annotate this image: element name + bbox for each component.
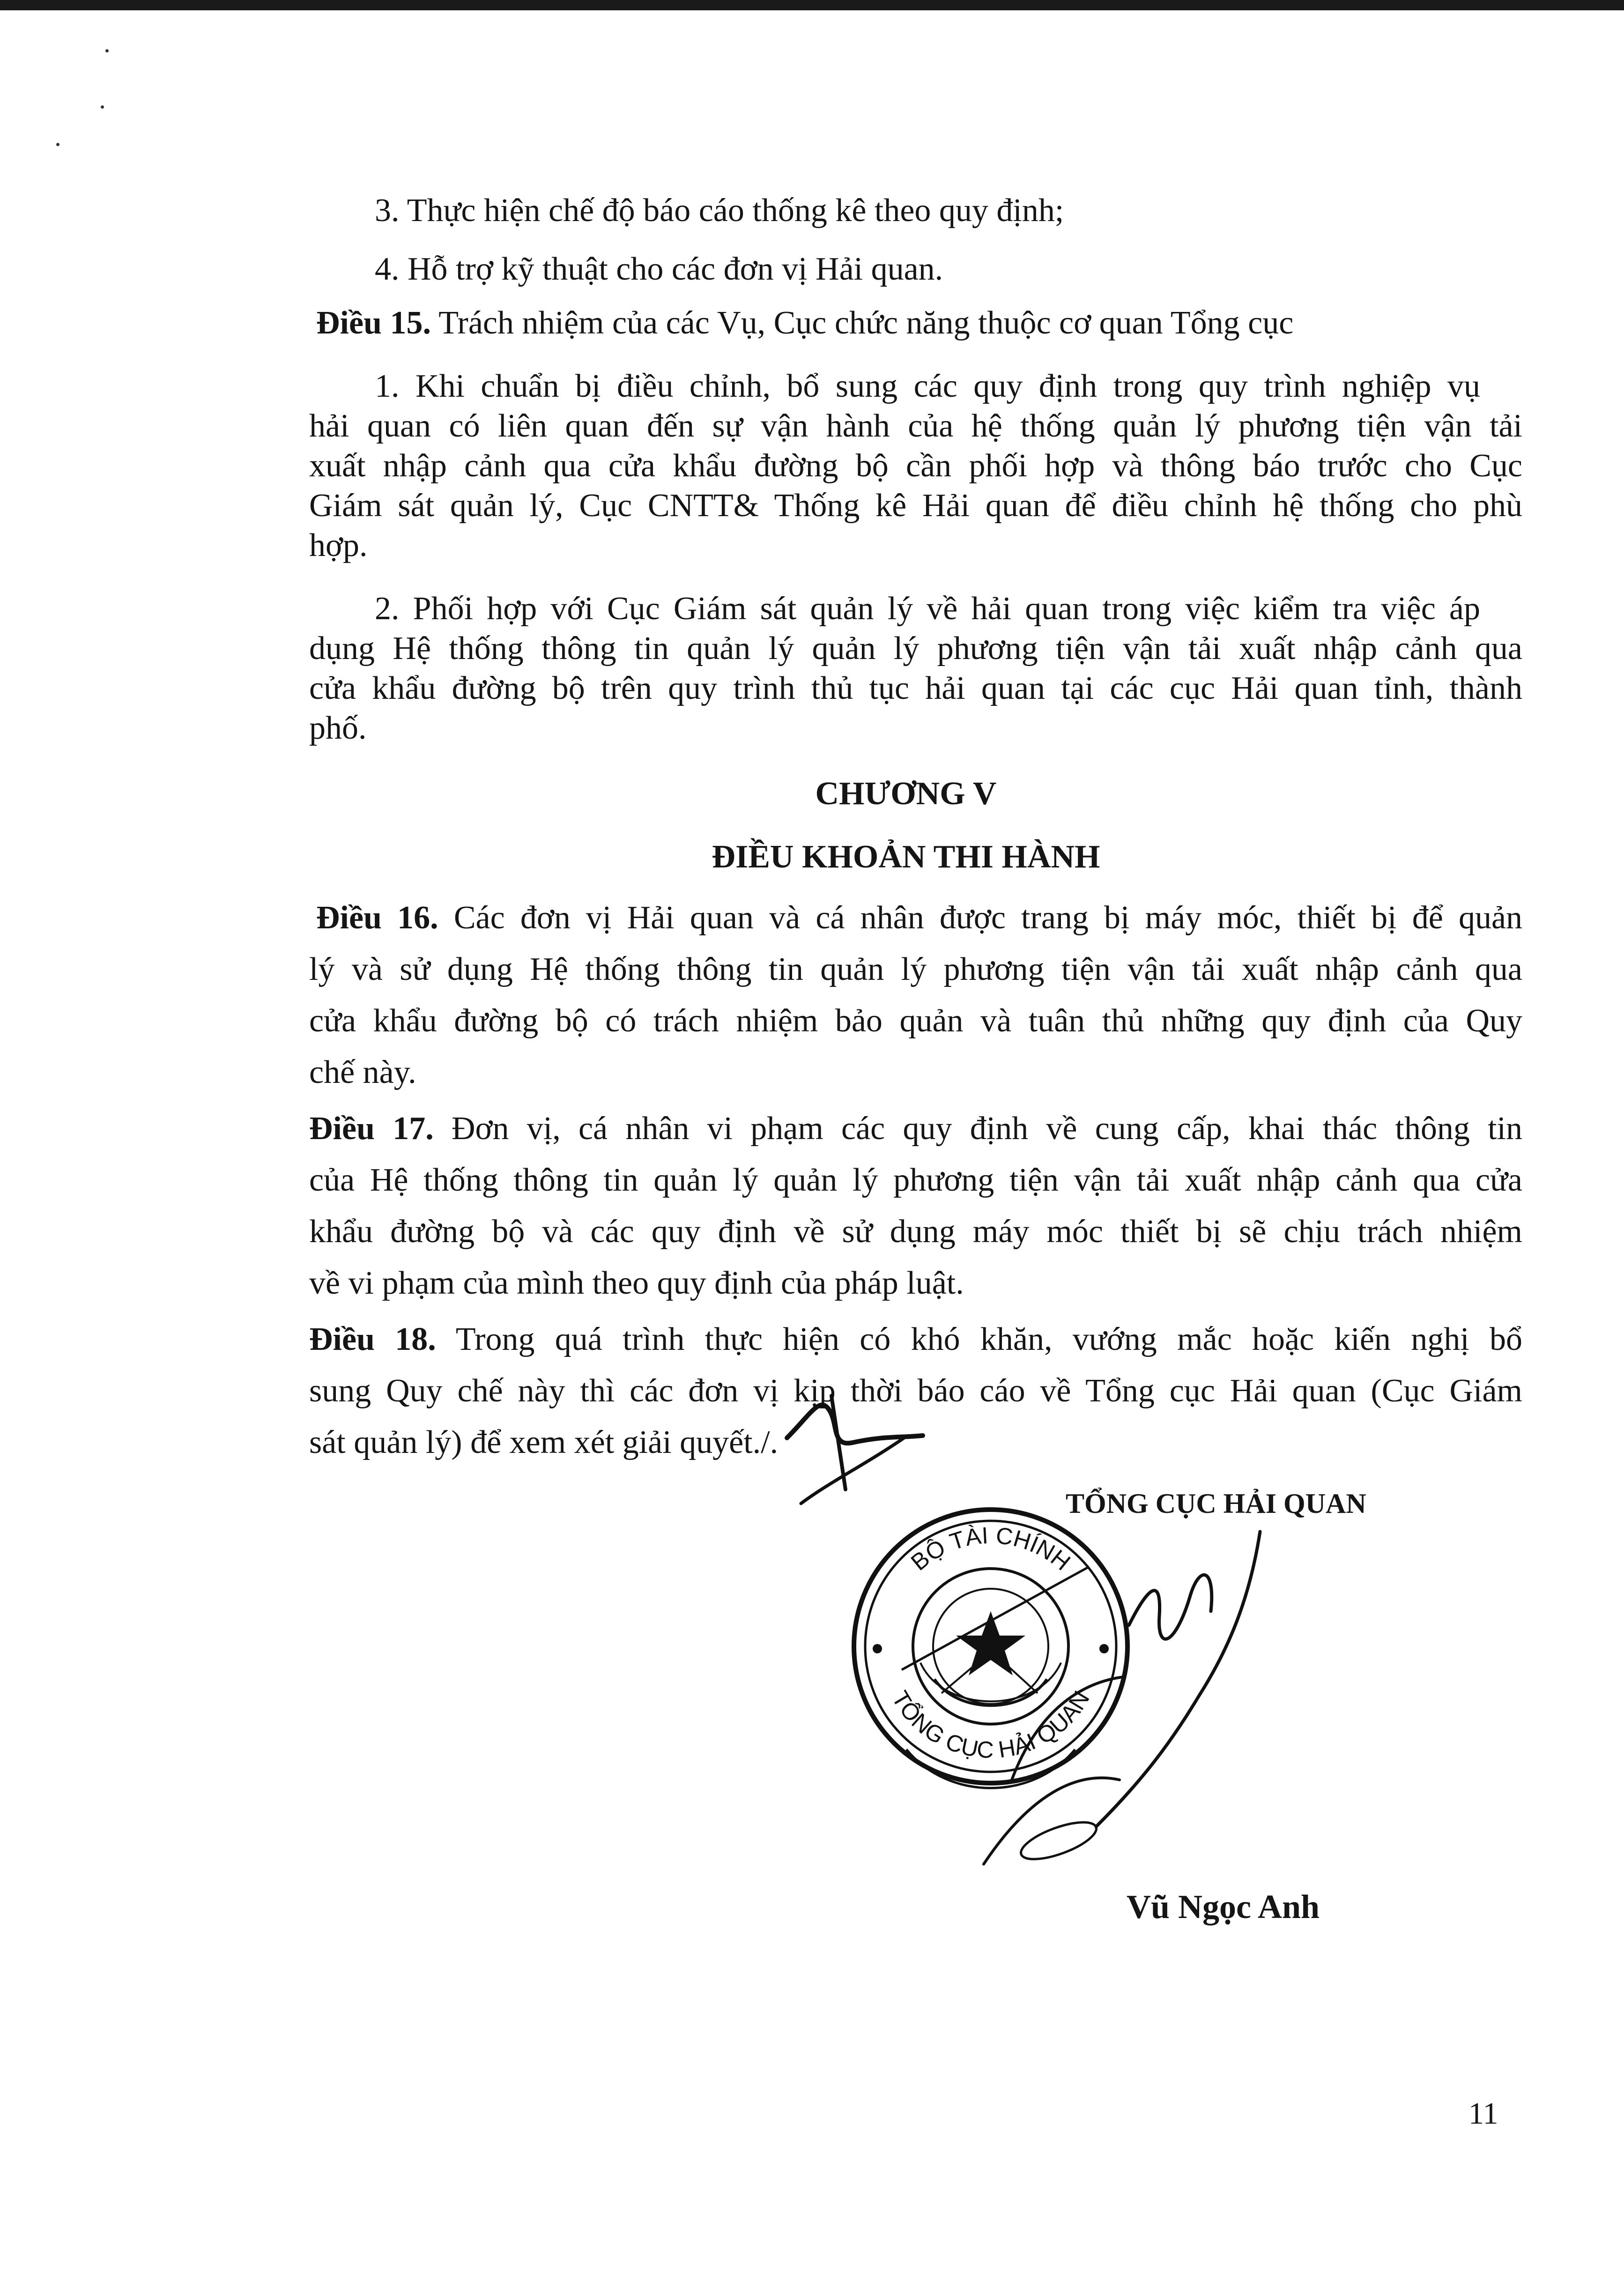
article-17	[309, 1112, 1522, 1145]
paragraph-line: về vi phạm của mình theo quy định của pháp luật.	[309, 1265, 964, 1301]
article-18-text: Trong quá trình thực hiện có khó khăn, vướng mắc hoặc kiến nghị bổ	[455, 1321, 1522, 1357]
paragraph-line: phố.	[309, 710, 367, 746]
paragraph-line: cửa khẩu đường bộ trên quy trình thủ tục hải quan tại các cục Hải quan tỉnh, thành	[309, 670, 1522, 706]
seal-top-text: BỘ TÀI CHÍNH	[906, 1522, 1075, 1576]
paragraph-line: sung Quy chế này thì các đơn vị kịp thời báo cáo về Tổng cục Hải quan (Cục Giám	[309, 1373, 1522, 1409]
paragraph-line: Giám sát quản lý, Cục CNTT& Thống kê Hải quan để điều chỉnh hệ thống cho phù	[309, 488, 1522, 524]
issuing-authority: TỔNG CỤC HẢI QUAN	[1066, 1488, 1366, 1519]
page-number: 11	[1468, 2096, 1498, 2131]
item-4: 4. Hỗ trợ kỹ thuật cho các đơn vị Hải quan.	[375, 251, 943, 287]
paragraph-line: cửa khẩu đường bộ có trách nhiệm bảo quản và tuân thủ những quy định của Quy	[309, 1003, 1522, 1039]
article-17-text: Đơn vị, cá nhân vi phạm các quy định về cung cấp, khai thác thông tin	[451, 1111, 1523, 1147]
paragraph-line: 1. Khi chuẩn bị điều chỉnh, bổ sung các quy định trong quy trình nghiệp vụ	[375, 368, 1480, 404]
article-18-label: Điều 18.	[309, 1321, 436, 1357]
article-16-text: Các đơn vị Hải quan và cá nhân được trang bị máy móc, thiết bị để quản	[453, 900, 1523, 936]
article-15-label: Điều 15.	[316, 305, 431, 341]
article-17-label: Điều 17.	[309, 1111, 434, 1147]
top-scan-border	[0, 0, 1624, 10]
chapter-heading: CHƯƠNG V	[815, 776, 997, 812]
chapter-title: ĐIỀU KHOẢN THI HÀNH	[712, 839, 1100, 875]
article-15-title: Trách nhiệm của các Vụ, Cục chức năng thuộc cơ quan Tổng cục	[438, 305, 1294, 341]
item-3: 3. Thực hiện chế độ báo cáo thống kê theo quy định;	[375, 193, 1064, 229]
paragraph-line: chế này.	[309, 1054, 416, 1090]
article-18	[309, 1323, 1522, 1356]
paragraph-line: dụng Hệ thống thông tin quản lý quản lý phương tiện vận tải xuất nhập cảnh qua	[309, 630, 1522, 667]
paragraph-line: 2. Phối hợp với Cục Giám sát quản lý về hải quan trong việc kiểm tra việc áp	[375, 591, 1480, 627]
paragraph-line: xuất nhập cảnh qua cửa khẩu đường bộ cần phối hợp và thông báo trước cho Cục	[309, 448, 1522, 484]
scan-speck	[56, 143, 59, 146]
scan-speck	[105, 49, 109, 52]
article-16-label: Điều 16.	[316, 900, 438, 936]
paragraph-line: sát quản lý) để xem xét giải quyết./.	[309, 1424, 779, 1460]
article-15	[316, 307, 1293, 340]
article-16	[316, 902, 1522, 934]
scan-speck	[101, 105, 104, 109]
paragraph-line: hợp.	[309, 527, 368, 563]
signer-name: Vũ Ngọc Anh	[1127, 1888, 1320, 1926]
official-seal	[845, 1501, 1136, 1792]
paragraph-line: hải quan có liên quan đến sự vận hành của hệ thống quản lý phương tiện vận tải	[309, 408, 1522, 444]
seal-bottom-text: TỔNG CỤC HẢI QUAN	[887, 1686, 1095, 1763]
paragraph-line: khẩu đường bộ và các quy định về sử dụng máy móc thiết bị sẽ chịu trách nhiệm	[309, 1214, 1522, 1250]
paragraph-line: của Hệ thống thông tin quản lý quản lý phương tiện vận tải xuất nhập cảnh qua cửa	[309, 1162, 1522, 1198]
paragraph-line: lý và sử dụng Hệ thống thông tin quản lý phương tiện vận tải xuất nhập cảnh qua	[309, 951, 1522, 987]
